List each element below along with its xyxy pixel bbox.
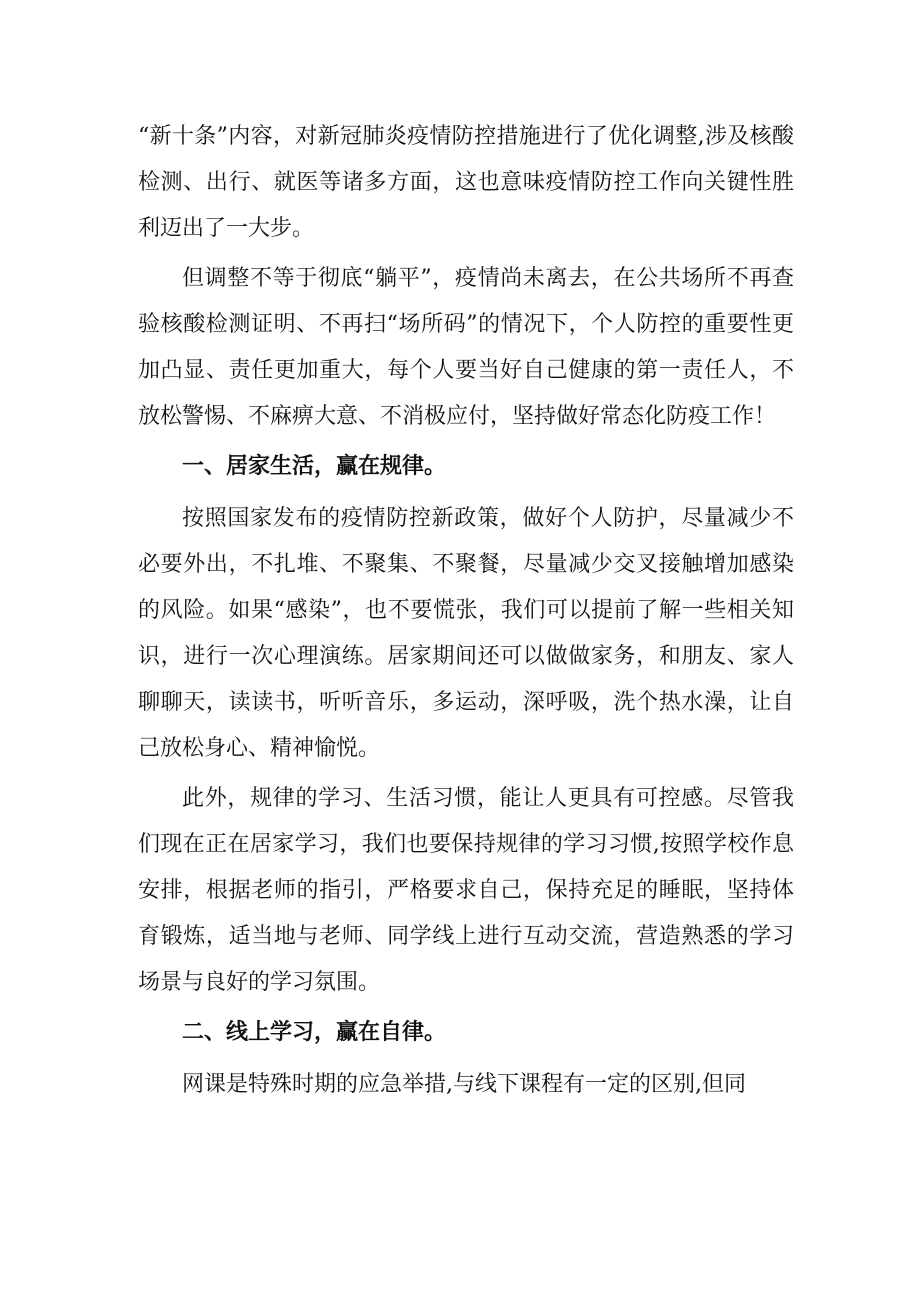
paragraph-intro-continued: “新十条”内容，对新冠肺炎疫情防控措施进行了优化调整,涉及核酸检测、出行、就医等诸多方面，这也意味疫情防控工作向关键性胜利迈出了一大步。 bbox=[138, 124, 794, 241]
paragraph-online-classes: 网课是特殊时期的应急举措,与线下课程有一定的区别,但同 bbox=[182, 1072, 746, 1097]
section-heading-online-learning: 二、线上学习，赢在自律。 bbox=[182, 1020, 447, 1045]
paragraph-regular-habits: 此外，规律的学习、生活习惯，能让人更具有可控感。尽管我们现在正在居家学习，我们也要保持规律的学习习惯,按照学校作息安排，根据老师的指引，严格要求自己，保持充足的睡眠，坚持体育锻炼，适当地与老师、同学线上进行互动交流，营造熟悉的学习场景与良好的学习氛围。 bbox=[138, 786, 794, 995]
paragraph-adjustment-not-lying-flat: 但调整不等于彻底“躺平”，疫情尚未离去，在公共场所不再查验核酸检测证明、不再扫“场所码”的情况下，个人防控的重要性更加凸显、责任更加重大，每个人要当好自己健康的第一责任人，不放松警惕、不麻痹大意、不消极应付，坚持做好常态化防疫工作！ bbox=[138, 266, 794, 429]
paragraph-home-protection: 按照国家发布的疫情防控新政策，做好个人防护，尽量减少不必要外出，不扎堆、不聚集、不聚餐，尽量减少交叉接触增加感染的风险。如果“感染”，也不要慌张，我们可以提前了解一些相关知识，进行一次心理演练。居家期间还可以做做家务，和朋友、家人聊聊天，读读书，听听音乐，多运动，深呼吸，洗个热水澡，让自己放松身心、精神愉悦。 bbox=[138, 506, 794, 761]
section-heading-home-life: 一、居家生活，赢在规律。 bbox=[182, 454, 447, 479]
document-page bbox=[138, 114, 794, 1108]
